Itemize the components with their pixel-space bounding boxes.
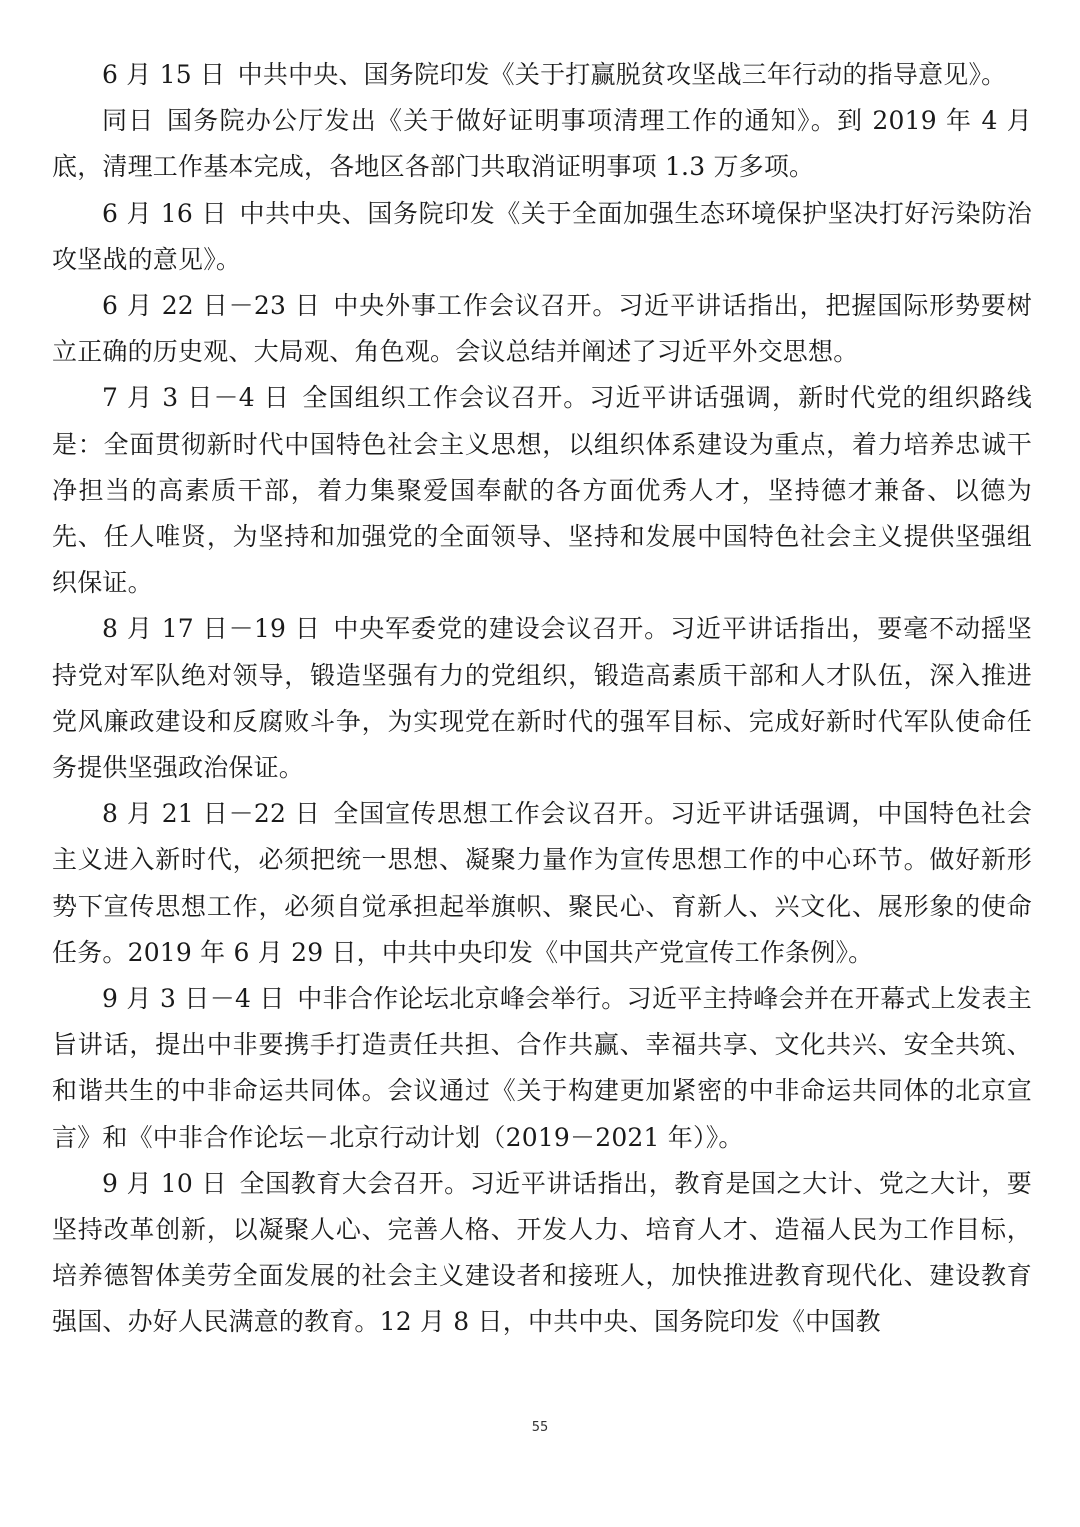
chronology-entry	[52, 98, 1032, 190]
entry-text: 全国教育大会召开。习近平讲话指出，教育是国之大计、党之大计，要坚持改革创新，以凝聚人心、完善人格、开发人力、培育人才、造福人民为工作目标，培养德智体美劳全面发展的社会主义建设者和接班人，加快推进教育现代化、建设教育强国、办好人民满意的教育。12 月 8 日，中共中央、国务院印发《中国教	[52, 1168, 1032, 1337]
entry-text: 全国组织工作会议召开。习近平讲话强调，新时代党的组织路线是：全面贯彻新时代中国特色社会主义思想，以组织体系建设为重点，着力培养忠诚干净担当的高素质干部，着力集聚爱国奉献的各方面优秀人才，坚持德才兼备、以德为先、任人唯贤，为坚持和加强党的全面领导、坚持和发展中国特色社会主义提供坚强组织保证。	[52, 383, 1032, 598]
chronology-entry	[52, 52, 1032, 98]
entry-date: 8 月 17 日－19 日	[102, 614, 321, 644]
entry-date: 7 月 3 日－4 日	[102, 383, 290, 413]
chronology-entry	[52, 283, 1032, 375]
entry-date: 8 月 21 日－22 日	[102, 799, 321, 829]
chronology-entry	[52, 791, 1032, 976]
entry-date: 6 月 16 日	[102, 198, 228, 228]
chronology-entry	[52, 606, 1032, 791]
entry-text: 中共中央、国务院印发《关于打赢脱贫攻坚战三年行动的指导意见》。	[237, 60, 1007, 89]
page-number: 55	[531, 1420, 549, 1435]
entry-date: 9 月 3 日－4 日	[102, 984, 285, 1014]
entry-text: 国务院办公厅发出《关于做好证明事项清理工作的通知》。到 2019 年 4 月底，清理工作基本完成，各地区各部门共取消证明事项 1.3 万多项。	[52, 106, 1032, 182]
chronology-entry	[52, 976, 1032, 1161]
entry-text: 全国宣传思想工作会议召开。习近平讲话强调，中国特色社会主义进入新时代，必须把统一思想、凝聚力量作为宣传思想工作的中心环节。做好新形势下宣传思想工作，必须自觉承担起举旗帜、聚民心、育新人、兴文化、展形象的使命任务。2019 年 6 月 29 日，中共中央印发《中国共产党宣传工作条例》。	[52, 799, 1033, 967]
chronology-entry	[52, 191, 1032, 283]
entry-text: 中央军委党的建设会议召开。习近平讲话指出，要毫不动摇坚持党对军队绝对领导，锻造坚强有力的党组织，锻造高素质干部和人才队伍，深入推进党风廉政建设和反腐败斗争，为实现党在新时代的强军目标、完成好新时代军队使命任务提供坚强政治保证。	[52, 614, 1033, 783]
entry-date: 6 月 22 日－23 日	[102, 291, 321, 321]
entry-text: 中非合作论坛北京峰会举行。习近平主持峰会并在开幕式上发表主旨讲话，提出中非要携手打造责任共担、合作共赢、幸福共享、文化共兴、安全共筑、和谐共生的中非命运共同体。会议通过《关于构建更加紧密的中非命运共同体的北京宣言》和《中非合作论坛－北京行动计划（2019－2021 年）》。	[52, 984, 1032, 1152]
entry-date: 同日	[102, 106, 155, 136]
entry-date: 6 月 15 日	[102, 60, 226, 89]
chronology-entry	[52, 375, 1032, 606]
entry-text: 中共中央、国务院印发《关于全面加强生态环境保护坚决打好污染防治攻坚战的意见》。	[52, 198, 1032, 274]
entry-text: 中央外事工作会议召开。习近平讲话指出，把握国际形势要树立正确的历史观、大局观、角色观。会议总结并阐述了习近平外交思想。	[52, 291, 1033, 367]
chronology-entry	[52, 1161, 1032, 1346]
entry-date: 9 月 10 日	[102, 1168, 228, 1198]
document-body	[52, 52, 1032, 1346]
